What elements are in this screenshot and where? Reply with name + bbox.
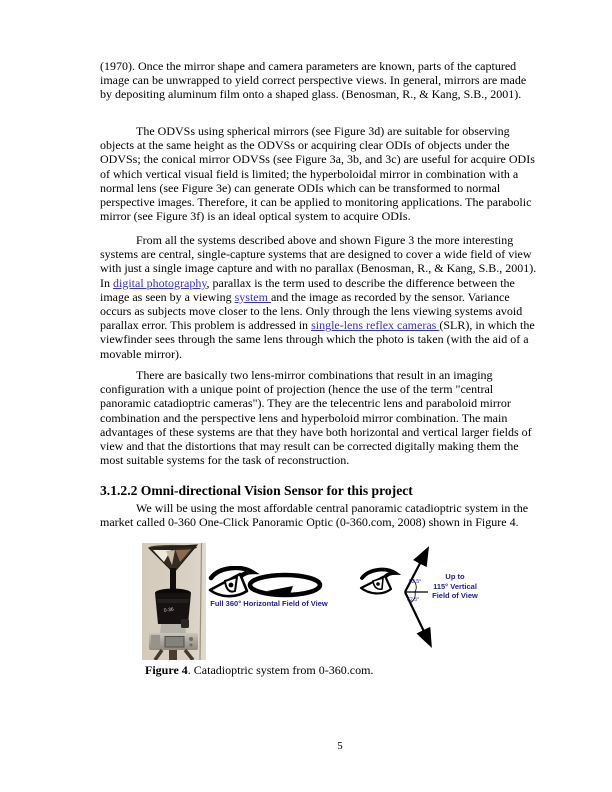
- paragraph-parallax: [100, 233, 538, 361]
- paragraph-0360-system: We will be using the most affordable central panoramic catadioptric system in the market called 0-360 One-Click Panoramic Optic (0-360.com, 2008) shown in Figure 4.: [100, 501, 529, 530]
- vertical-fov-label-line1: Up to: [445, 572, 465, 581]
- angle-top-label: 52.5°: [409, 579, 422, 585]
- svg-text:0·36: 0·36: [163, 606, 175, 614]
- eyebrow-icon: [362, 570, 395, 578]
- vertical-fov-label: [426, 572, 484, 601]
- vertical-fov-label-line3: Field of View: [432, 591, 478, 601]
- eyebrow-icon: [211, 568, 252, 578]
- vertical-fov-label-line2: 115° Vertical: [433, 581, 477, 591]
- paragraph-parallax-seg1: From all the systems described above and shown Figure 3 the more interesting systems are central, single-capture systems that are designed to cover a wide field of view with just a single image capture and with no parallax (Benosman, R., & Kang, S.B., 2001). In: [100, 233, 537, 290]
- link-digital-photography[interactable]: digital photography: [113, 275, 207, 290]
- paragraph-lens-mirror-combinations: There are basically two lens-mirror combinations that result in an imaging configuration with a unique point of projection (hence the use of the term "central panoramic catadioptric cameras"). They are the telecentric lens and paraboloid mirror combination and the perspective lens and hyperboloid mirror combination. The main advantages of these systems are that they have both horizontal and vertical larger fields of view and that the distortions that may result can be corrected digitally making them the most suitable systems for the task of reconstruction.: [100, 368, 532, 468]
- paragraph-mirror-shape: (1970). Once the mirror shape and camera parameters are known, parts of the captured image can be unwrapped to yield correct perspective views. In general, mirrors are made by depositing aluminum film onto a shaped glass. (Benosman, R., & Kang, S.B., 2001).: [100, 59, 527, 102]
- link-system[interactable]: system: [234, 289, 271, 304]
- paragraph-odvs-mirrors: The ODVSs using spherical mirrors (see Figure 3d) are suitable for observing objects at the same height as the ODVSs or acquiring clear ODIs of objects under the ODVSs; the conical mirror ODVSs (see Figure 3a, 3b, and 3c) are useful for acquire ODIs of which vertical visual field is limited; the hyperboloidal mirror in combination with a normal lens (see Figure 3e) can generate ODIs which can be transformed to normal perspective images. Therefore, it can be applied to monitoring applications. The parabolic mirror (see Figure 3f) is an ideal optical system to acquire ODIs.: [100, 124, 535, 224]
- paragraph-parallax-seg4: (SLR), in which the viewfinder sees through the same lens through which the photo is taken (with the aid of a movable mirror).: [100, 318, 535, 361]
- page-number: 5: [337, 740, 343, 752]
- angle-bottom-label: 62.5°: [407, 597, 420, 603]
- section-heading: 3.1.2.2 Omni-directional Vision Sensor for this project: [100, 483, 413, 498]
- horizontal-fov-label: Full 360° Horizontal Field of View: [210, 599, 328, 608]
- figure-caption-label: Figure 4: [145, 663, 188, 677]
- paragraph-parallax-seg2: , parallax is the term used to describe the difference between the image as seen by a viewing: [100, 275, 515, 304]
- horizontal-fov-eye-diagram: [207, 566, 337, 602]
- figure-caption: [145, 663, 373, 678]
- catadioptric-camera-photo: [142, 543, 206, 660]
- figure-caption-text: . Catadioptric system from 0-360.com.: [187, 663, 374, 677]
- paragraph-parallax-seg3: and the image as recorded by the sensor. Variance occurs as subjects move closer to the lens. Only through the lens viewing systems avoid parallax error. This problem is addressed in: [100, 289, 523, 333]
- link-single-lens-reflex-cameras[interactable]: single-lens reflex cameras: [311, 318, 440, 333]
